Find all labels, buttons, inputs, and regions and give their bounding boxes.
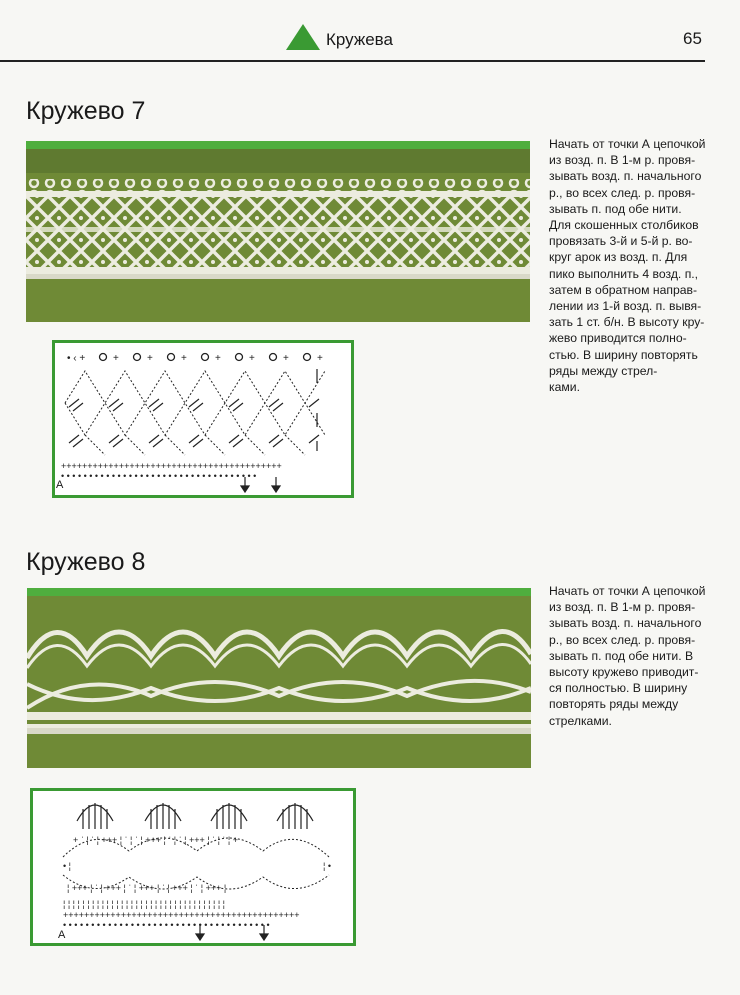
svg-text:• • • • • • • • • • • • • • •: • • • • • • • • • • • • • • • • • • • • • • • • • • • • • • • • • • • • • (63, 920, 270, 930)
triangle-icon (284, 22, 322, 52)
svg-text:• ‹ +: • ‹ + (67, 353, 86, 364)
svg-text:+: + (249, 353, 255, 364)
svg-text:++++++++++++++++++++++++++++++: ++++++++++++++++++++++++++++++++++++++++++ (61, 461, 282, 471)
svg-text:+: + (113, 353, 119, 364)
lace-7-start-point-label: A (56, 479, 64, 491)
svg-text:¦ +++ ¦ ˈ ¦ +++ ¦ ˈ ¦ +++ ¦ ˈ: ¦ +++ ¦ ˈ ¦ +++ ¦ ˈ ¦ +++ ¦ ˈ ¦ +++ ¦ ˈ ¦ +++ ¦ (67, 883, 227, 893)
svg-text:+: + (147, 353, 153, 364)
lace-8-diagram (30, 788, 356, 946)
lace-7-title: Кружево 7 (26, 97, 146, 125)
lace-7-diagram (52, 340, 354, 498)
svg-text:¦ •: ¦ • (323, 861, 331, 871)
lace-8-instructions: Начать от точки А цепочкой из возд. п. В 1-м р. провя- зывать возд. п. начального р., во всех след. р. провя- зывать п. под обе нити. В высоту кружево приводит- ся полностью. В ширину повторять ряды между стрелками. (549, 584, 706, 728)
lace-8-start-point-label: A (58, 929, 66, 941)
svg-text:• • • • • • • • • • • • • • •: • • • • • • • • • • • • • • • • • • • • • • • • • • • • • • • • • • • (61, 471, 257, 481)
lace-8-title: Кружево 8 (26, 548, 146, 576)
svg-text:+: + (317, 353, 323, 364)
header-divider (0, 60, 705, 62)
svg-text:+: + (215, 353, 221, 364)
lace-7-photo (26, 141, 530, 322)
svg-text:+ ˈ ¦ ˈ ¦ +++ ¦ ˈ ¦ ˈ ¦ +++ ¦: + ˈ ¦ ˈ ¦ +++ ¦ ˈ ¦ ˈ ¦ +++ ¦ ˈ ¦ ˈ ¦ +++ ¦ ˈ ¦ ˈ ¦ + (73, 835, 239, 845)
page-number: 65 (683, 29, 702, 48)
svg-text:+: + (283, 353, 289, 364)
lace-8-photo (27, 588, 531, 768)
lace-7-instructions: Начать от точки А цепочкой из возд. п. В 1-м р. провя- зывать возд. п. начального р., во всех след. р. провя- зывать п. под обе нити. Для скошенных столбиков провязать 3-й и 5-й р. во- круг арок из возд. п. Для пико выполнить 4 возд. п., затем в обратном направ- лении из 1-й возд. п. вывя- зать 1 ст. б/н. В высоту кру- жево приводится полно- стью. В ширину повторять ряды между стрел- ками. (549, 137, 706, 395)
svg-text:+: + (181, 353, 187, 364)
svg-text:¦ ¦ ¦ ¦ ¦ ¦ ¦ ¦ ¦ ¦ ¦ ¦ ¦ ¦ ¦: ¦ ¦ ¦ ¦ ¦ ¦ ¦ ¦ ¦ ¦ ¦ ¦ ¦ ¦ ¦ ¦ ¦ ¦ ¦ ¦ ¦ ¦ ¦ ¦ ¦ ¦ ¦ ¦ ¦ ¦ ¦ ¦ ¦ ¦ (63, 899, 226, 909)
svg-text:• ¦: • ¦ (63, 861, 71, 871)
section-header-title: Кружева (326, 30, 393, 49)
svg-text:++++++++++++++++++++++++++++++: +++++++++++++++++++++++++++++++++++++++++++++ (63, 910, 300, 920)
